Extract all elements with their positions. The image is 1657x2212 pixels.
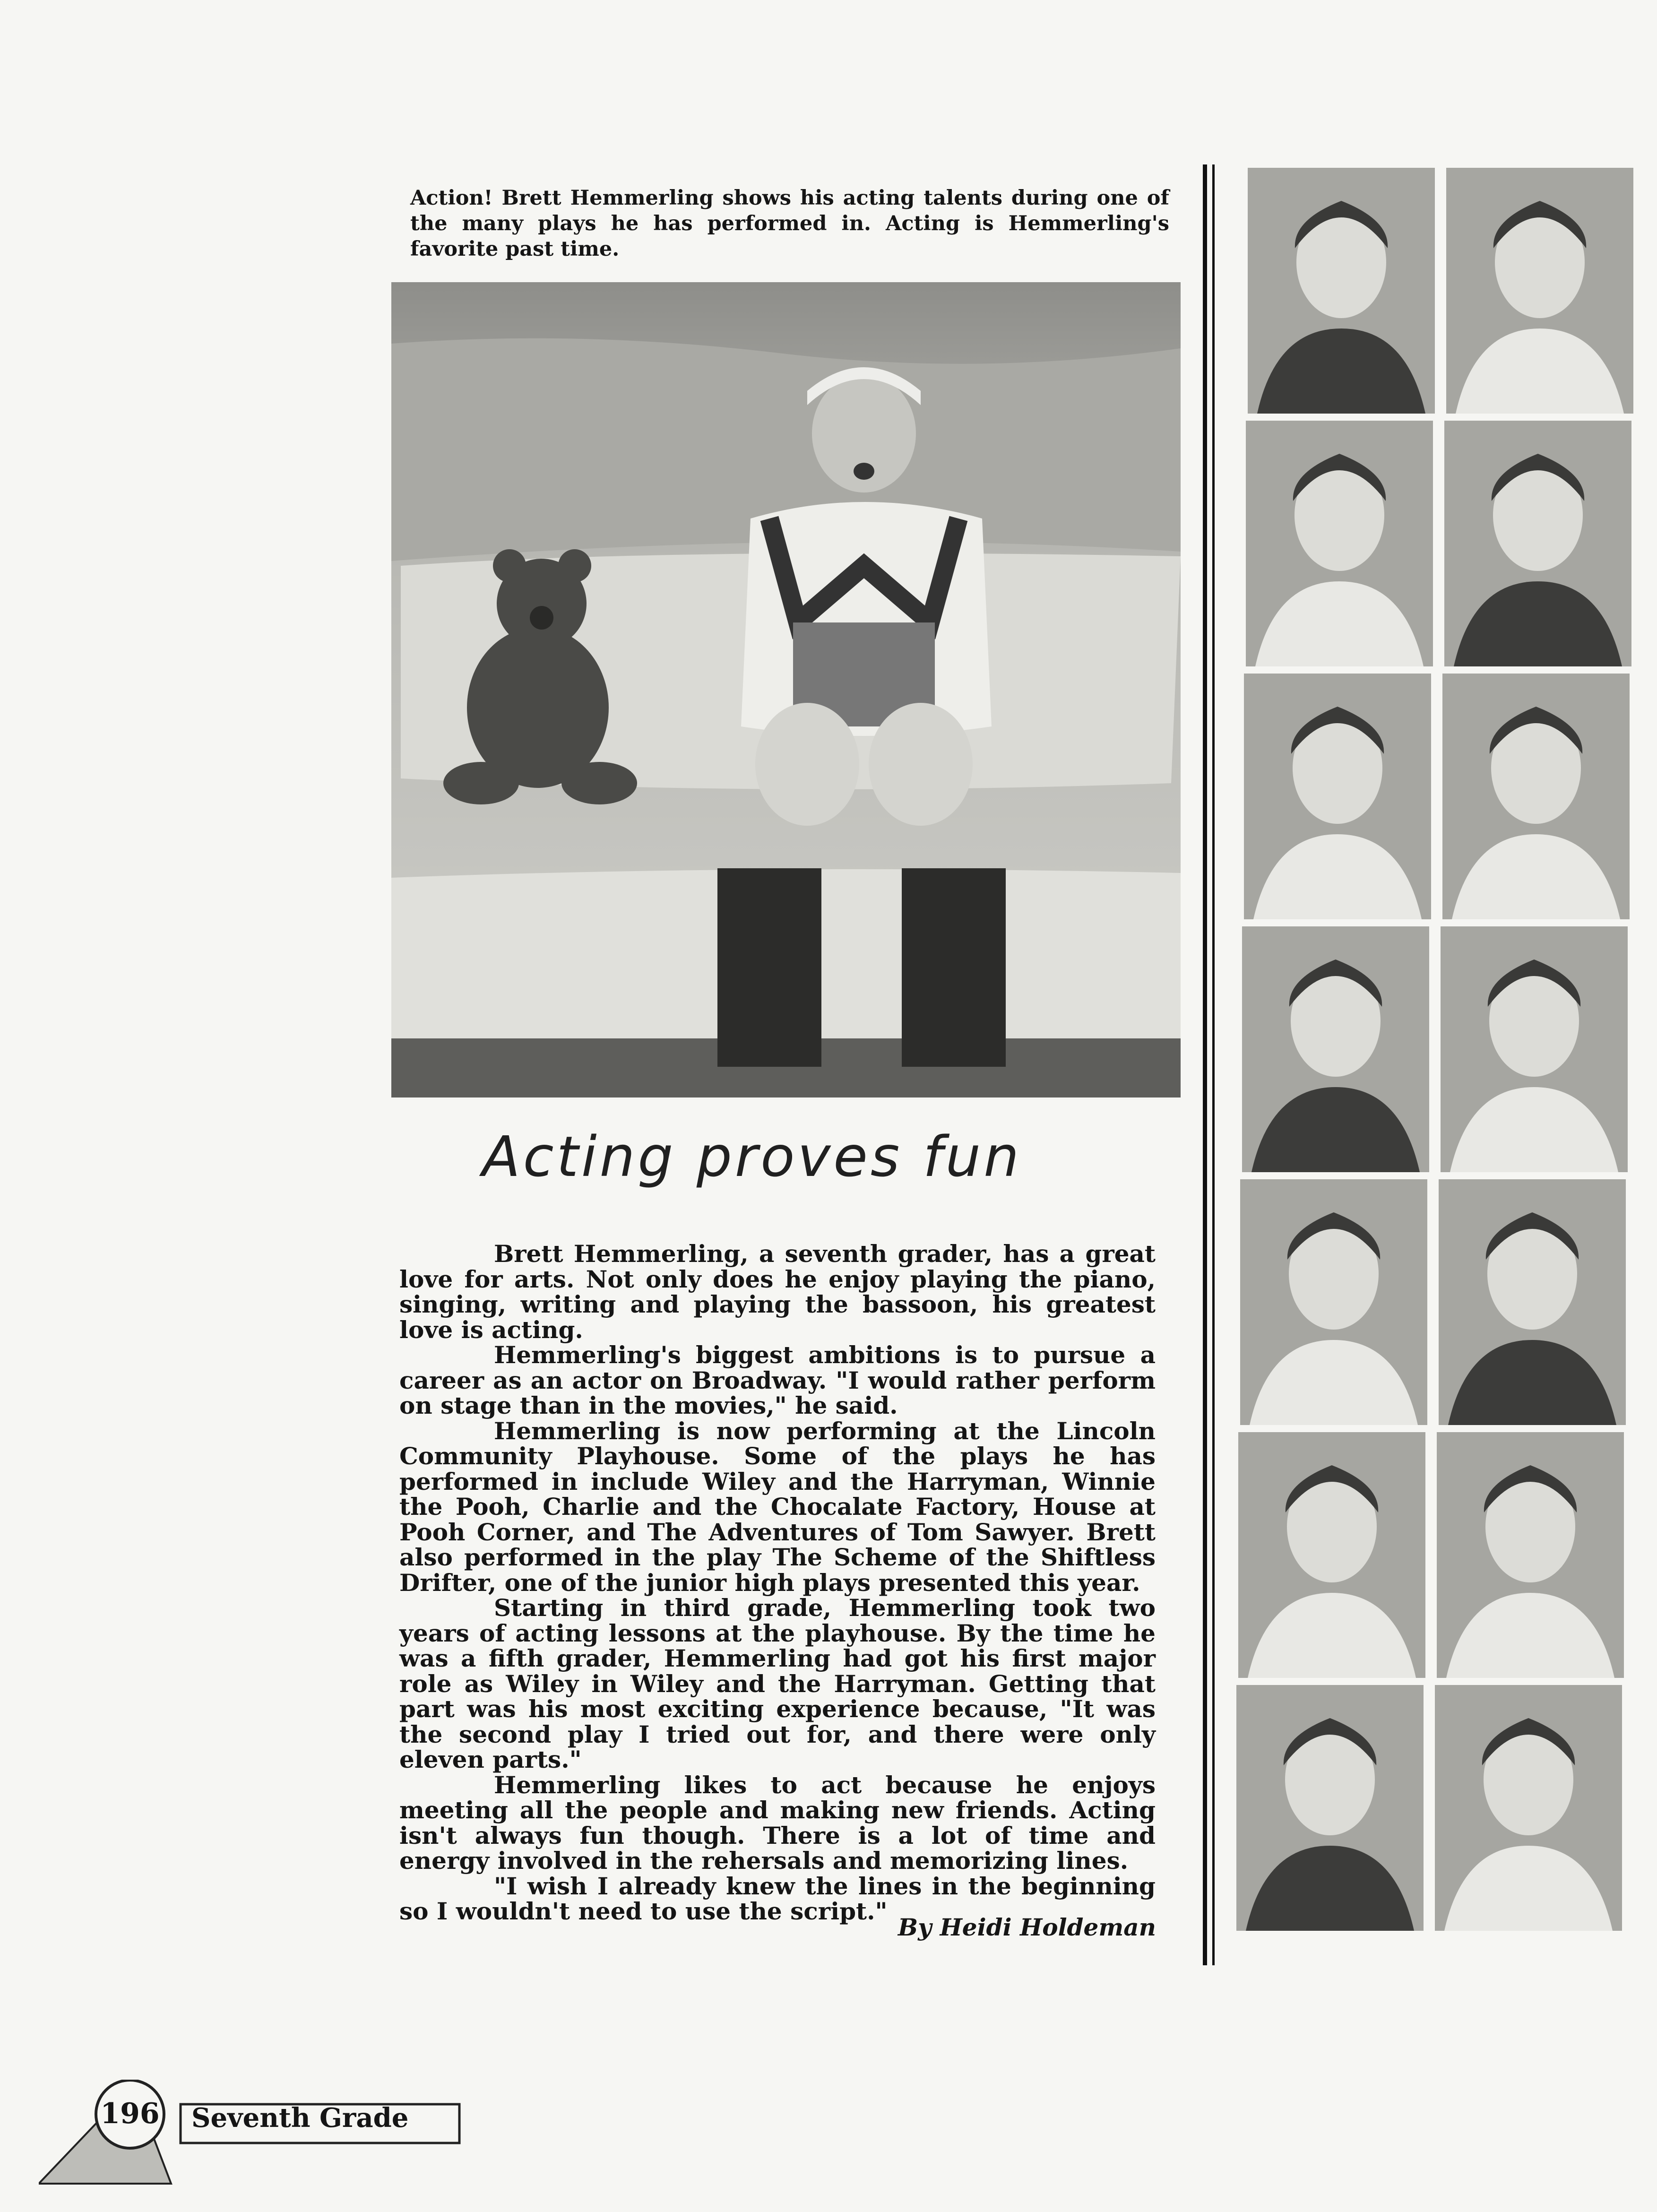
- photo-caption: [410, 185, 1169, 262]
- page-number: 196: [100, 2097, 160, 2130]
- story-headline: Acting proves fun: [482, 1124, 1022, 1189]
- student-portrait: [1248, 168, 1435, 414]
- story-paragraph: Hemmerling likes to act because he enjoys meeting all the people and making new friends. Acting isn't always fun though. There is a lot of time and energy involved in the rehersals and memorizing lines.: [399, 1771, 1156, 1875]
- story-paragraph: "I wish I already knew the lines in the beginning so I wouldn't need to use the script.": [399, 1872, 1156, 1925]
- student-portrait: [1244, 674, 1431, 919]
- student-portrait: [1446, 168, 1633, 414]
- story-paragraph: Starting in third grade, Hemmerling took two years of acting lessons at the playhouse. By the time he was a fifth grader, Hemmerling had got his first major role as Wiley in Wiley and the Harryman. Getting that part was his most exciting experience because, "It was the second play I tried out for, and there were only eleven parts.": [399, 1594, 1156, 1773]
- student-portrait: [1246, 421, 1433, 666]
- student-portrait: [1238, 1432, 1425, 1678]
- student-portrait: [1439, 1179, 1626, 1425]
- caption-text: Brett Hemmerling shows his acting talents during one of the many plays he has performed in. Acting is Hemmerling's favorite past time.: [410, 186, 1169, 261]
- story-paragraph: Brett Hemmerling, a seventh grader, has a great love for arts. Not only does he enjoy playing the piano, singing, writing and playing the bassoon, his greatest love is acting.: [399, 1240, 1156, 1344]
- student-portrait: [1435, 1685, 1622, 1931]
- divider-rule: [1212, 164, 1215, 1965]
- main-photo: [391, 282, 1181, 1097]
- story-paragraph: Hemmerling's biggest ambitions is to pursue a career as an actor on Broadway. "I would rather perform on stage than in the movies," he said.: [399, 1341, 1156, 1419]
- student-portrait: [1442, 674, 1630, 919]
- caption-lead: Action!: [410, 186, 493, 210]
- student-portrait: [1437, 1432, 1624, 1678]
- student-portrait: [1236, 1685, 1424, 1931]
- student-portrait: [1242, 926, 1429, 1172]
- story-body: [399, 1241, 1156, 1924]
- student-portrait: [1441, 926, 1628, 1172]
- student-portrait: [1240, 1179, 1427, 1425]
- section-label: Seventh Grade: [191, 2102, 409, 2134]
- story-paragraph: Hemmerling is now performing at the Lincoln Community Playhouse. Some of the plays he has performed in include Wiley and the Harryman, Winnie the Pooh, Charlie and the Chocalate Factory, House at Pooh Corner, and The Adventures of Tom Sawyer. Brett also performed in the play The Scheme of the Shiftless Drifter, one of the junior high plays presented this year.: [399, 1417, 1156, 1597]
- student-portrait: [1444, 421, 1631, 666]
- story-byline: By Heidi Holdeman: [898, 1913, 1156, 1941]
- portrait-grid: [1243, 168, 1621, 1973]
- divider-rule: [1203, 164, 1207, 1965]
- stage-photo-illustration: [391, 282, 1181, 1097]
